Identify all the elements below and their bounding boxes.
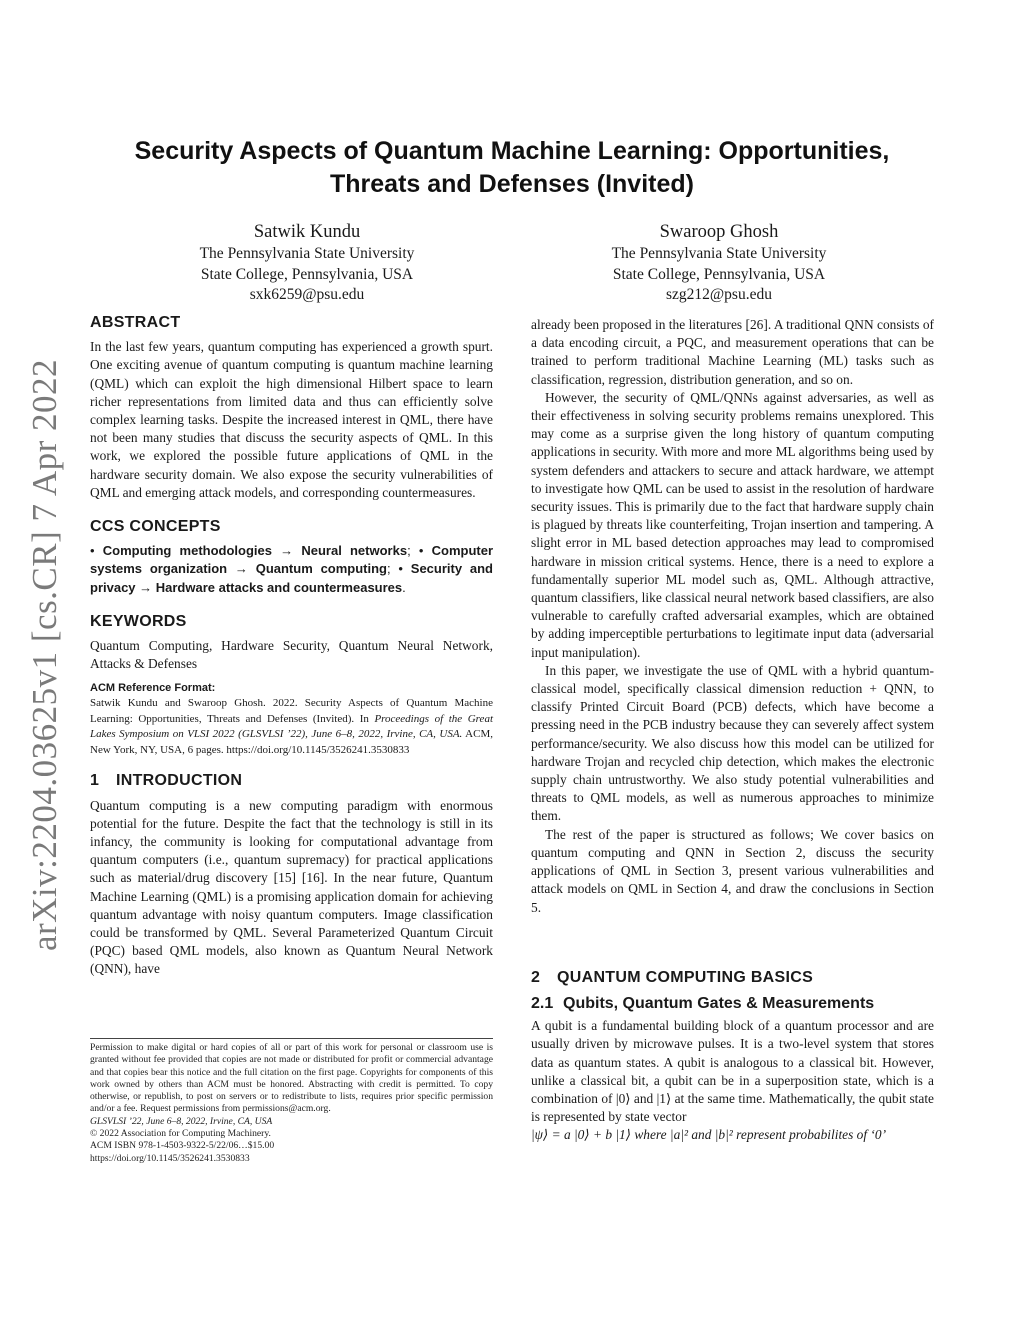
- subsection-number: 2.1: [531, 994, 554, 1012]
- author-location: State College, Pennsylvania, USA: [612, 265, 826, 283]
- author-block-2: [529, 220, 909, 306]
- abstract-text: In the last few years, quantum computing has experienced a growth spurt. One exciting avenue of quantum computing is quantum machine learning (QML) which can exploit the high dimensional Hilbert space to learn richer representations from limited data and thus can efficiently solve complex learning tasks. Despite the increased interest in QML, there have not been many studies that discuss the security aspects of QML. In this work, we explored the possible future applications of QML in the hardware security domain. We also expose the security vulnerabilities of QML and emerging attack models, and corresponding countermeasures.: [90, 339, 493, 500]
- ccs-concepts: [90, 542, 493, 597]
- title-line-2: Threats and Defenses (Invited): [330, 170, 694, 198]
- ccs-concept: Computing methodologies → Neural networks: [102, 543, 408, 559]
- section-number: 1: [90, 772, 100, 790]
- author-affiliation: The Pennsylvania State University: [199, 245, 415, 262]
- permission-venue: GLSVLSI ’22, June 6–8, 2022, Irvine, CA, USA: [90, 1115, 273, 1127]
- paragraph: already been proposed in the literatures [26]. A traditional QNN consists of a data encoding circuit, a PQC, and measurement operations that can be trained to perform traditional Machine Learning (ML) tasks such as classification, regression, distribution generation, and so on.: [531, 317, 934, 387]
- permission-isbn: ACM ISBN 978-1-4503-9322-5/22/06…$15.00: [90, 1140, 275, 1152]
- subsection-title: Qubits, Quantum Gates & Measurements: [563, 994, 875, 1012]
- right-column: [531, 316, 934, 1145]
- section-number: 2: [531, 968, 541, 986]
- paper-title: [60, 135, 964, 201]
- reference-format-text: [90, 696, 493, 758]
- ccs-heading: CCS CONCEPTS: [90, 518, 221, 536]
- ccs-bullet: •: [418, 543, 432, 559]
- paragraph: The rest of the paper is structured as follows; We cover basics on quantum computing and QNN in Section 2, discuss the security applications of QML in Section 3, present various vulnerabilities and attack models on QML in Section 4, and draw the conclusions in Section 5.: [531, 826, 934, 915]
- permission-block: [90, 1038, 493, 1165]
- intro-paragraph: Quantum computing is a new computing paradigm with enormous potential for the future. Despite the fact that the technology is still in its infancy, the community is looking for computational advantage from quantum computers (i.e., quantum supremacy) for practical applications such as material/drug discovery [15] [16]. In the near future, Quantum Machine Learning (QML) is a promising application domain for achieving quantum advantage with noisy quantum computers. Image classification could be transformed by QML. Several Parameterized Quantum Circuit (PQC) based QML models, also known as Quantum Neural Network (QNN), have: [90, 797, 493, 977]
- author-name: Satwik Kundu: [253, 222, 361, 242]
- author-block-1: [117, 220, 497, 306]
- left-column: [90, 314, 493, 979]
- ccs-concept: Computer systems organization → Quantum computing: [90, 543, 493, 577]
- keywords-heading: KEYWORDS: [90, 612, 187, 630]
- subsection-2-1-heading: [531, 995, 934, 1013]
- ccs-concept: Security and privacy → Hardware attacks and countermeasures: [90, 561, 493, 595]
- author-email[interactable]: sxk6259@psu.edu: [249, 286, 365, 303]
- ccs-bullet: •: [398, 561, 411, 577]
- abstract-heading: ABSTRACT: [90, 314, 181, 331]
- title-line-1: Security Aspects of Quantum Machine Learning: Opportunities,: [134, 137, 890, 165]
- author-email[interactable]: szg212@psu.edu: [666, 286, 772, 303]
- paragraph: However, the security of QML/QNNs against adversaries, as well as their effectiveness in solving security problems remains unexplored. This may come as a surprise given the long history of quantum computing applications in security. With more and more ML algorithms being used by system defenders and attackers to secure and attack hardware, we attempt to investigate how QML can be used to assist in the resolution of hardware security issues. This is primarily due to the fact that hardware supply chain is plagued by threats like counterfeiting, Trojan insertion and tampering. A slight error in ML based detection approaches may lead to compromised hardware in mission critical systems. Hence, there is a need to explore a fundamentally superior ML model such as, QML. Although attractive, quantum classifiers, like classical neural network based classifiers, are also vulnerable to carefully crafted adversarial examples, which are obtained by adding imperceptible perturbations to legitimate input data (adversarial input manipulation).: [531, 389, 934, 660]
- ccs-separator: .: [402, 579, 406, 595]
- paragraph: In this paper, we investigate the use of QML with a hybrid quantum-classical model, specifically classical dimension reduction + QNN, to classify Printed Circuit Board (PCB) defects, which have become a pressing need in the PCB industry because they can severely affect system performance/security. We also discuss how this model can be utilized for hardware Trojan and recycled chip detection, which makes the electronic supply chain untrustworthy. We also study potential vulnerabilities and threats to QML models, as well as numerous approaches to minimize them.: [531, 662, 934, 824]
- reference-venue: Proceedings of the Great Lakes Symposium on VLSI 2022 (GLSVLSI ’22), June 6–8, 2022, Irvine, CA, USA.: [90, 712, 493, 741]
- qubit-formula: |ψ⟩ = a |0⟩ + b |1⟩ where |a|² and |b|² represent probabilites of ‘0’: [531, 1127, 887, 1143]
- section-title: INTRODUCTION: [116, 772, 243, 790]
- permission-copyright: © 2022 Association for Computing Machinery.: [90, 1128, 271, 1140]
- author-name: Swaroop Ghosh: [659, 222, 779, 242]
- reference-tail: ACM, New York, NY, USA, 6 pages. https://doi.org/10.1145/3526241.3530833: [90, 728, 493, 756]
- permission-text: Permission to make digital or hard copies of all or part of this work for personal or classroom use is granted without fee provided that copies are not made or distributed for profit or commercial advantage and that copies bear this notice and the full citation on the first page. Copyrights for components of this work owned by others than ACM must be honored. Abstracting with credit is permitted. To copy otherwise, or republish, to post on servers or to redistribute to lists, requires prior specific permission and/or a fee. Request permissions from permissions@acm.org.: [90, 1042, 493, 1115]
- arxiv-sidebar: [2, 360, 88, 950]
- author-location: State College, Pennsylvania, USA: [200, 265, 414, 283]
- permission-doi[interactable]: https://doi.org/10.1145/3526241.3530833: [90, 1152, 250, 1164]
- arxiv-identifier: arXiv:2204.03625v1 [cs.CR] 7 Apr 2022: [25, 358, 64, 952]
- keywords-text: Quantum Computing, Hardware Security, Quantum Neural Network, Attacks & Defenses: [90, 638, 493, 672]
- reference-format-heading: ACM Reference Format:: [90, 682, 216, 695]
- intro-heading: [90, 772, 493, 790]
- section-2-heading: [531, 969, 934, 987]
- ccs-bullet: •: [90, 543, 103, 559]
- reference-text: Satwik Kundu and Swaroop Ghosh. 2022. Security Aspects of Quantum Machine Learning: Opportunities, Threats and Defenses (Invited). In: [90, 697, 493, 725]
- author-affiliation: The Pennsylvania State University: [611, 245, 827, 262]
- paragraph: A qubit is a fundamental building block of a quantum processor and are usually driven by microwave pulses. It is a two-level system that stores data as quantum states. A qubit is analogous to a classical bit. However, unlike a classical bit, a qubit can be in a superposition state, which is a combination of |0⟩ and |1⟩ at the same time. Mathematically, the qubit state is represented by state vector: [531, 1018, 934, 1125]
- ccs-separator: ;: [407, 543, 419, 559]
- section-title: QUANTUM COMPUTING BASICS: [557, 968, 814, 986]
- ccs-separator: ;: [387, 561, 399, 577]
